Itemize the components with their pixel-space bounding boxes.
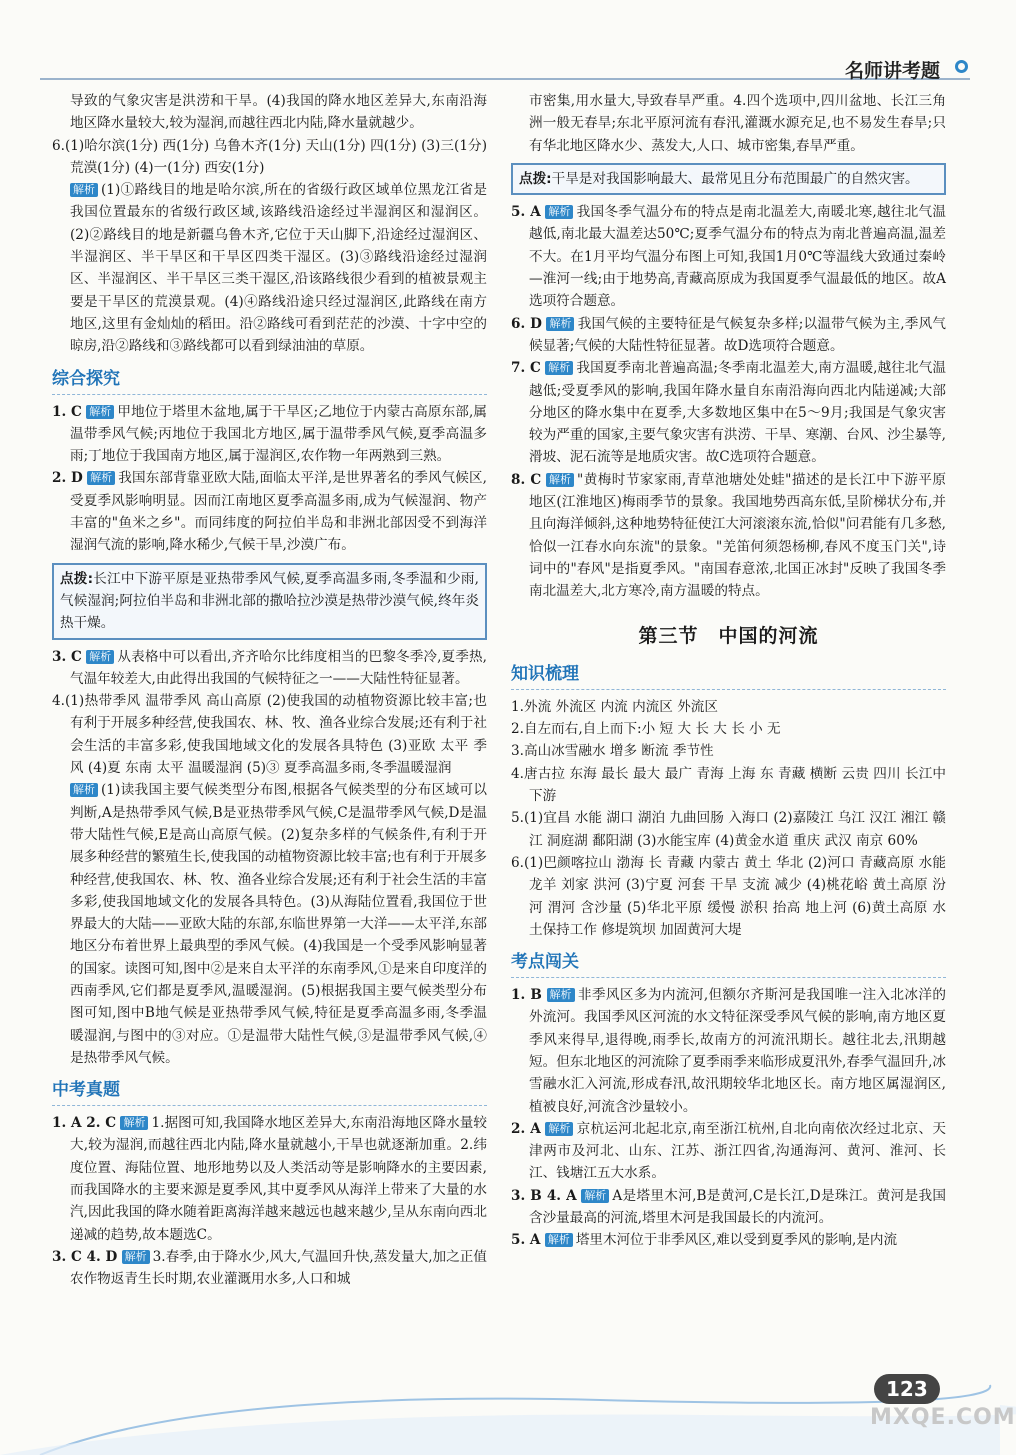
zk3-label: 3. C 4. D [52, 1248, 118, 1265]
analysis-badge: 解析 [546, 317, 574, 331]
c3-text: A是塔里木河,B是黄河,C是长江,D是珠江。黄河是我国含沙量最高的河流,塔里木河是我国最长的内流河。 [529, 1187, 947, 1227]
zk3-text: 3.春季,由于降水少,风大,气温回升快,蒸发量大,加之正值农作物返青生长时期,农业灌溉用水多,人口和城 [70, 1248, 487, 1288]
zh1-label: 1. C [52, 403, 82, 420]
c1-label: 1. B [511, 987, 542, 1004]
zh1-item [52, 401, 487, 468]
right-column [511, 90, 946, 1252]
tip-box-1 [52, 563, 487, 640]
c5-text: 塔里木河位于非季风区,难以受到夏季风的影响,是内流 [575, 1232, 898, 1249]
analysis-badge: 解析 [546, 473, 574, 487]
r6-text: 我国气候的主要特征是气候复杂多样;以温带气候为主,季风气候显著;气候的大陆性特征显著。故D选项符合题意。 [529, 315, 946, 354]
analysis-badge: 解析 [545, 205, 573, 219]
r6-label: 6. D [511, 315, 542, 332]
c2-label: 2. A [511, 1120, 541, 1137]
c1-text: 非季风区多为内流河,但额尔齐斯河是我国唯一注入北冰洋的外流河。我国季风区河流的水文特征深受季风气候的影响,南方地区夏季风来得早,退得晚,雨季长,故南方的河流汛期长。越往北去,汛期越短。但东北地区的河流除了夏季雨季来临形成夏汛外,春季气温回升,冰雪融水汇入河流,形成春汛,故汛期较华北地区长。南方地区属湿润区,植被良好,河流含沙量较小。 [529, 987, 946, 1115]
zh3-label: 3. C [52, 648, 82, 665]
watermark: MXQE.COM [870, 1405, 1016, 1430]
c3-item [511, 1185, 946, 1230]
k5-item: 5.(1)宜昌 水能 湖口 湖泊 九曲回肠 入海口 (2)嘉陵江 乌江 汉江 湘江 赣江 洞庭湖 鄱阳湖 (3)水能宝库 (4)黄金水道 重庆 武汉 南京 60% [511, 810, 946, 849]
k4-item: 4.唐古拉 东海 最长 最大 最广 青海 上海 东 青藏 横断 云贵 四川 长江中下游 [511, 765, 946, 805]
zh2-text: 我国东部背靠亚欧大陆,面临太平洋,是世界著名的季风气候区,受夏季风影响明显。因而江南地区夏季高温多雨,成为气候湿润、物产丰富的"鱼米之乡"。而同纬度的阿拉伯半岛和非洲北部因受不到海洋湿润气流的影响,降水稀少,气候干旱,沙漠广布。 [70, 470, 487, 554]
tip-text: 长江中下游平原是亚热带季风气候,夏季高温多雨,冬季温和少雨,气候湿润;阿拉伯半岛和非洲北部的撒哈拉沙漠是热带沙漠气候,终年炎热干燥。 [60, 570, 480, 632]
zk1-label: 1. A 2. C [52, 1115, 117, 1132]
zh4-analysis-text: (1)读我国主要气候类型分布图,根据各气候类型的分布区域可以判断,A是热带季风气候,B是亚热带季风气候,C是温带季风气候,D是温带大陆性气候,E是高山高原气候。(2)复杂多样的气候条件,有利于开展多种经营的繁殖生长,使我国的动植物资源比较丰富;也有利于开展多种经营,使我国农、林、牧、渔各业综合发展;还有利于社会生活的丰富多彩,使我国地域文化的发展各具特色。(3)从海陆位置看,我国位于世界最大的大陆——亚欧大陆的东部,东临世界第一大洋——太平洋,东部地区分布着世界上最典型的季风气候。(4)我国是一个受季风影响显著的国家。读图可知,图中②是来自太平洋的东南季风,①是来自印度洋的西南季风,它们都是夏季风,温暖湿润。(5)根据我国主要气候类型分布图可知,图中B地气候是亚热带季风气候,特征是夏季高温多雨,冬季温暖湿润,与图中的③对应。①是温带大陆性气候,③是温带季风气候,④是热带季风气候。 [70, 782, 487, 1066]
tip-label: 点拨: [519, 170, 552, 187]
analysis-badge: 解析 [86, 650, 114, 664]
tip-box-2 [511, 163, 946, 195]
zk1-item [52, 1112, 487, 1246]
r8-item [511, 469, 946, 603]
section-title-zhishi: 知识梳理 [511, 661, 946, 690]
k6-item: 6.(1)巴颜喀拉山 渤海 长 青藏 内蒙古 黄土 华北 (2)河口 青藏高原 水能 龙羊 刘家 洪河 (3)宁夏 河套 干旱 支流 减少 (4)桃花峪 黄土高原 汾河 渭河 含沙量 (5)华北平原 缓慢 淤积 抬高 地上河 (6)黄土高原 水土保持工作 修堤筑坝 加固黄河大堤 [511, 854, 946, 938]
header-dot-icon [955, 60, 968, 73]
zh1-text: 甲地位于塔里木盆地,属于干旱区;乙地位于内蒙古高原东部,属温带季风气候;丙地位于我国北方地区,属于温带季风气候,夏季高温多雨;丁地位于我国南方地区,属于湿润区,农作物一年两熟到三熟。 [70, 403, 487, 465]
r6-item [511, 313, 946, 358]
zh3-text: 从表格中可以看出,齐齐哈尔比纬度相当的巴黎冬季冷,夏季热,气温年较差大,由此得出我国的气候特征之一——大陆性特征显著。 [70, 648, 487, 687]
section-title-kaodian: 考点闯关 [511, 949, 946, 978]
k2-item: 2.自左而右,自上而下:小 短 大 长 大 长 小 无 [511, 721, 781, 738]
analysis-badge: 解析 [581, 1189, 609, 1203]
footer-swoosh [0, 1380, 1000, 1455]
analysis-badge: 解析 [545, 1233, 573, 1247]
tip-text: 干旱是对我国影响最大、最常见且分布范围最广的自然灾害。 [551, 170, 919, 187]
chapter-title: 第三节 中国的河流 [638, 624, 819, 647]
left-column [52, 90, 487, 1291]
zk3-item [52, 1246, 487, 1291]
zh2-item [52, 467, 487, 556]
q6-answer: 6.(1)哈尔滨(1分) 西(1分) 乌鲁木齐(1分) 天山(1分) 四(1分) (3)三(1分) 荒漠(1分) (4)一(1分) 西安(1分) [52, 137, 487, 176]
zh4-analysis [52, 779, 487, 1069]
analysis-badge: 解析 [120, 1116, 148, 1130]
header-bar [40, 78, 970, 80]
r5-label: 5. A [511, 204, 541, 221]
c2-text: 京杭运河北起北京,南至浙江杭州,自北向南依次经过北京、天津两市及河北、山东、江苏、浙江四省,沟通海河、黄河、淮河、长江、钱塘江五大水系。 [529, 1120, 946, 1182]
intro-paragraph: 导致的气象灾害是洪涝和干旱。(4)我国的降水地区差异大,东南沿海地区降水量较大,较为湿润,而越往西北内陆,降水量就越少。 [70, 93, 487, 132]
header-brand: 名师讲考题 [844, 60, 940, 82]
zh3-item [52, 646, 487, 691]
analysis-badge: 解析 [86, 405, 114, 419]
analysis-badge: 解析 [70, 183, 98, 197]
analysis-badge: 解析 [87, 471, 115, 485]
section-title-zhongkao: 中考真题 [52, 1077, 487, 1106]
analysis-badge: 解析 [547, 988, 575, 1002]
c2-item [511, 1118, 946, 1185]
r5-item [511, 201, 946, 312]
c3-label: 3. B 4. A [511, 1187, 577, 1204]
analysis-badge: 解析 [70, 783, 98, 797]
zh4-answer: 4.(1)热带季风 温带季风 高山高原 (2)使我国的动植物资源比较丰富;也有利于开展多种经营,使我国农、林、牧、渔各业综合发展;还有利于社会生活的丰富多彩,使我国地域文化的发展各具特色 (3)亚欧 太平 季风 (4)夏 东南 太平 温暖湿润 (5)③ 夏季高温多雨,冬季温暖湿润 [52, 693, 487, 777]
k3-item: 3.高山冰雪融水 增多 断流 季节性 [511, 743, 714, 760]
analysis-badge: 解析 [122, 1250, 150, 1264]
continued-paragraph: 市密集,用水量大,导致春旱严重。4.四个选项中,四川盆地、长江三角洲一般无春旱;东北平原河流有春汛,灌溉水源充足,也不易发生春旱;只有华北地区降水少、蒸发大,人口、城市密集,春旱严重。 [529, 93, 946, 154]
r7-item [511, 357, 946, 468]
q6-analysis [52, 179, 487, 357]
r7-text: 我国夏季南北普遍高温;冬季南北温差大,南方温暖,越往北气温越低;受夏季风的影响,我国年降水量自东南沿海向西北内陆递减;大部分地区的降水集中在夏季,大多数地区集中在5～9月;我国是气象灾害较为严重的国家,主要气象灾害有洪涝、干旱、寒潮、台风、沙尘暴等,滑坡、泥石流等是地质灾害。故C选项符合题意。 [529, 360, 946, 466]
k1-item: 1.外流 外流区 内流 内流区 外流区 [511, 698, 718, 715]
c1-item [511, 984, 946, 1118]
tip-label: 点拨: [60, 570, 94, 587]
analysis-badge: 解析 [545, 361, 573, 375]
zk1-text: 1.据图可知,我国降水地区差异大,东南沿海地区降水量较大,较为湿润,而越往西北内陆,降水量就越小,干旱也就逐渐加重。2.纬度位置、海陆位置、地形地势以及人类活动等是影响降水的主要因素,而我国降水的主要来源是夏季风,其中夏季风从海洋上带来了大量的水汽,因此我国的降水随着距离海洋越来越远也越来越少,呈从东南向西北递减的趋势,故本题选C。 [70, 1115, 487, 1243]
analysis-badge: 解析 [545, 1122, 573, 1136]
q6-analysis-text: (1)①路线目的地是哈尔滨,所在的省级行政区域单位黑龙江省是我国位置最东的省级行政区域,该路线沿途经过半湿润区和湿润区。(2)②路线目的地是新疆乌鲁木齐,它位于天山脚下,沿途经过湿润区、半湿润区、半干旱区和干旱区四类干湿区。(3)③路线沿途经过湿润区、半湿润区、半干旱区三类干湿区,沿该路线很少看到的植被景观主要是干旱区的荒漠景观。(4)④路线沿途只经过湿润区,此路线在南方地区,这里有金灿灿的稻田。沿②路线可看到茫茫的沙漠、十字中空的晾房,沿②路线和③路线都可以看到绿油油的草原。 [70, 182, 487, 355]
zh2-label: 2. D [52, 470, 83, 487]
section-title-zonghe: 综合探究 [52, 366, 487, 395]
page-number-badge: 123 [874, 1374, 940, 1404]
r7-label: 7. C [511, 360, 541, 377]
r8-text: "黄梅时节家家雨,青草池塘处处蛙"描述的是长江中下游平原地区(江淮地区)梅雨季节的景象。我国地势西高东低,呈阶梯状分布,并且向海洋倾斜,这种地势特征使江大河滚滚东流,恰似"问君能有几多愁,恰似一江春水向东流"的景象。"羌笛何须怨杨柳,春风不度玉门关",诗词中的"春风"是指夏季风。"南国春意浓,北国正冰封"反映了我国冬季南北温差大,北方寒冷,南方温暖的特点。 [529, 471, 946, 600]
c5-label: 5. A [511, 1232, 541, 1249]
r5-text: 我国冬季气温分布的特点是南北温差大,南暖北寒,越往北气温越低,南北最大温差达50℃;夏季气温分布的特点为南北普遍高温,温差不大。在1月平均气温分布图上可知,我国1月0℃等温线大致通过秦岭—淮河一线;由于地势高,青藏高原成为我国夏季气温最低的地区。故A选项符合题意。 [529, 204, 946, 310]
r8-label: 8. C [511, 471, 542, 488]
c5-item [511, 1229, 946, 1251]
